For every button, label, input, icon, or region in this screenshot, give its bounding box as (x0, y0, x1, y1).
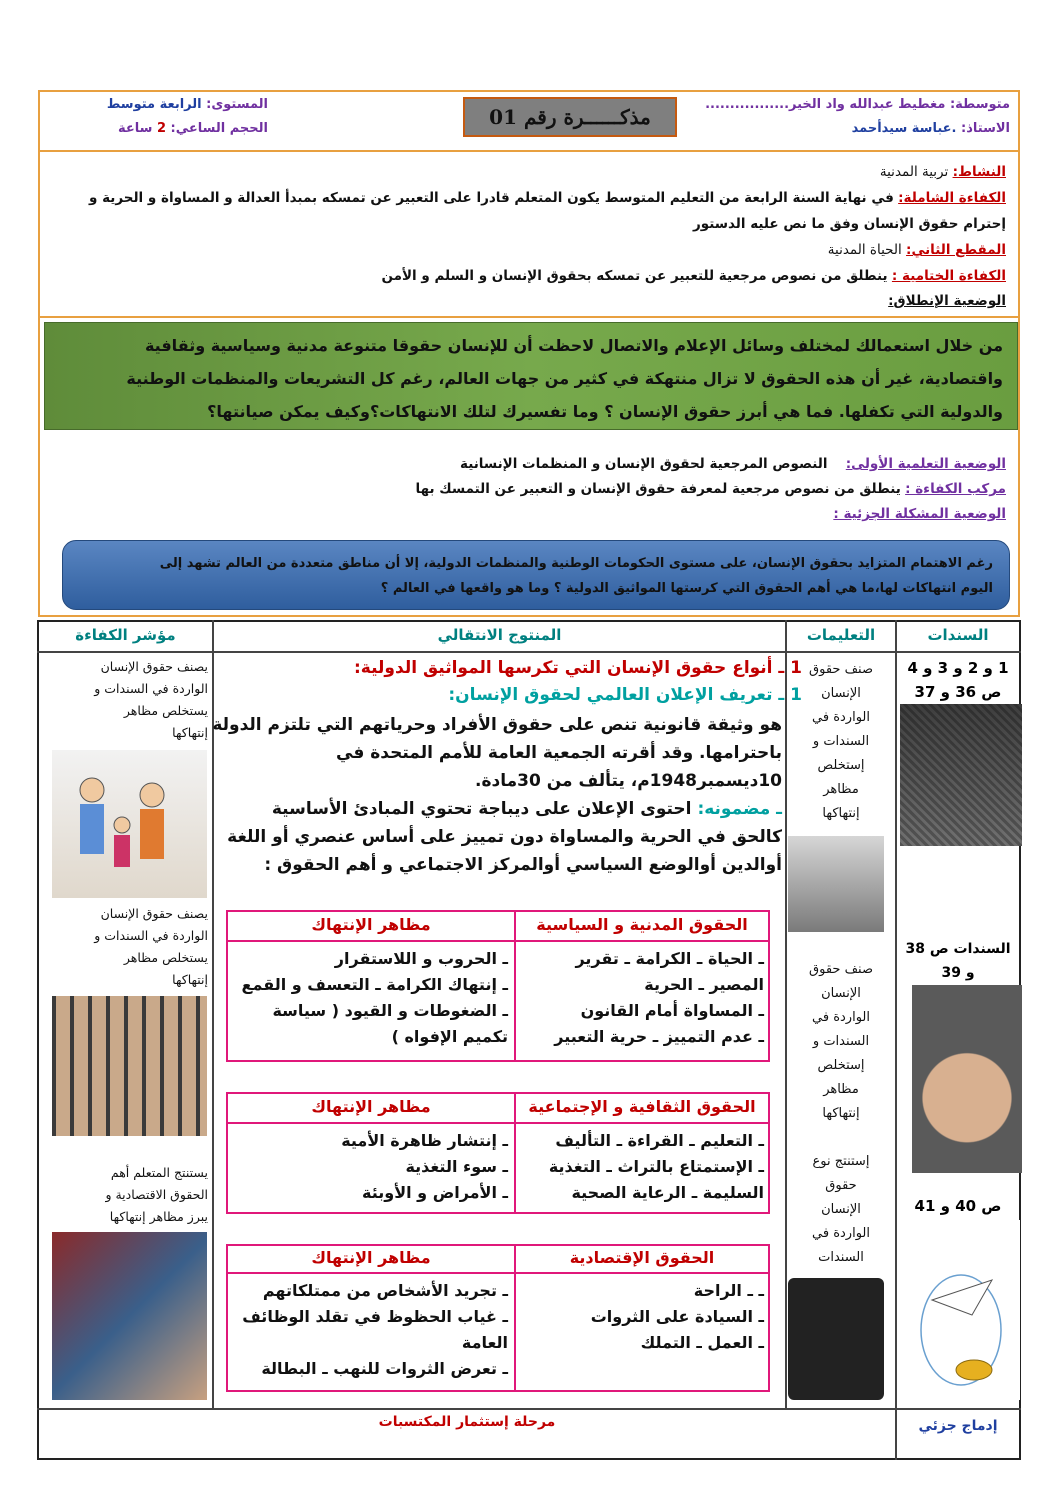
partial-integration-label: إدماج جزئي (918, 1418, 998, 1434)
instructions-block-1: صنف حقوق الإنسان الواردة في السندات و إستخلص مظاهر إنتهاكها (809, 662, 873, 821)
rights-table-economic-header-line (226, 1272, 770, 1274)
rights-table-cultural-header-line (226, 1122, 770, 1124)
human-rights-logo-image (788, 1278, 884, 1400)
economic-violation-list: ـ تجريد الأشخاص من ممتلكاتهم ـ غياب الحظوظ في تقلد الوظائف العامة ـ تعرض الثروات للنهب ـ البطالة (242, 1281, 508, 1378)
header-row-divider (37, 651, 1021, 653)
economic-violation-header: مظاهر الإنتهاك (311, 1248, 431, 1267)
teacher-label: الاستاذ: (961, 121, 1010, 136)
content-line-2: كالحق في الحرية والمساواة دون تمييز على أساس عنصري أو اللغة (227, 827, 782, 847)
segment-label: المقطع الثاني: (906, 242, 1006, 258)
first-situation-label: الوضعية التعلمية الأولى: (845, 456, 1006, 472)
investment-phase-label: مرحلة إستثمار المكتسبات (378, 1414, 556, 1430)
definition-line-3: 10ديسمبر1948م، يتألف من 30مادة. (475, 771, 782, 791)
col-divider-footer (895, 1408, 897, 1460)
school-label: متوسطة: (949, 97, 1010, 112)
indicator-block-1: يصنف حقوق الإنسان الواردة في السندات و يستخلص مظاهر إنتهاكها (94, 659, 208, 740)
partial-problem-box (62, 540, 1010, 610)
segment-line (828, 238, 1006, 262)
header-divider (38, 150, 1020, 152)
economic-rights-header: الحقوق الإقتصادية (569, 1248, 715, 1267)
first-situation-value: النصوص المرجعية لحقوق الإنسان و المنظمات الإنسانية (460, 456, 828, 472)
handcuffed-hands-image (912, 985, 1022, 1173)
civil-violation-list: ـ الحروب و اللاستقرار ـ إنتهاك الكرامة ـ التعسف و القمع ـ الضغوطات و القيود ( سياسة تكميم الإفواه ) (241, 949, 508, 1046)
cultural-rights-list: ـ التعليم ـ القراءة ـ التأليف ـ الإستمتاع بالتراث ـ التغذية السليمة ـ الرعاية الصحية (548, 1131, 764, 1202)
hours-line (118, 121, 268, 136)
school-value: مغطيط عبدالله واد الخير (789, 97, 946, 112)
indicator-block-2: يصنف حقوق الإنسان الواردة في السندات و يستخلص مظاهر إنتهاكها (94, 906, 208, 987)
header-indicator: مؤشر الكفاءة (75, 626, 176, 644)
blue-line-2: اليوم انتهاكات لها،ما هي أهم الحقوق التي كرستها المواثيق الدولية ؟ وما هو واقعها في العالم ؟ (380, 581, 993, 596)
sub-comp-label: مركب الكفاءة : (905, 481, 1006, 497)
content-line-1 (272, 796, 782, 822)
civil-rights-header: الحقوق المدنية و السياسية (536, 915, 748, 934)
activity-value: تربية المدنية (879, 164, 949, 180)
green-line-3: والدولية التي تكفلها. فما هي أبرز حقوق الإنسان ؟ وما تفسيرك لتلك الانتهاكات؟وكيف يمكن صيانتها؟ (207, 402, 1003, 421)
starting-situation-box (44, 322, 1018, 430)
activity-label: النشاط: (952, 164, 1006, 180)
caged-dove-cartoon-image (902, 1220, 1020, 1400)
hours-label: الحجم الساعي: (170, 121, 268, 136)
cultural-violation-header: مظاهر الإنتهاك (311, 1097, 431, 1116)
final-comp-label: الكفاءة الختامية : (891, 268, 1006, 284)
cultural-violation-list: ـ إنتشار ظاهرة الأمية ـ سوء التغذية ـ الأمراض و الأوبئة (341, 1131, 508, 1202)
sources-1-text (897, 656, 1019, 704)
economic-rights-list: ـ ـ الراحة ـ السيادة على الثروات ـ العمل ـ التملك (590, 1281, 764, 1352)
instructions-block-3: إستنتج نوع حقوق الإنسان الواردة في السندات (812, 1154, 870, 1265)
green-line-2: واقتصادية، غير أن هذه الحقوق لا تزال منتهكة في كثير من جهات العالم، رغم كل التشريعات والمنظمات الوطنية (126, 369, 1003, 388)
sources-3-text: ص 40 و 41 (914, 1197, 1002, 1215)
hours-value: 2 (156, 121, 166, 136)
school-line: متوسطة: مغطيط عبدالله واد الخير................. (705, 97, 1010, 112)
civil-rights-list: ـ الحياة ـ الكرامة ـ تقرير المصير ـ الحرية ـ المساواة أمام القانون ـ عدم التمييز ـ حرية التعبير (554, 949, 764, 1046)
sources-1-line-1: 1 و 2 و 3 و 4 (907, 659, 1009, 677)
crowd-behind-fence-image (900, 704, 1022, 846)
header-product: المنتوج الانتقالي (437, 626, 562, 644)
blue-line-1: رغم الاهتمام المتزايد بحقوق الإنسان، على مستوى الحكومات الوطنية والمنظمات الدولية، إلا أن مناطق متعددة من العالم تشهد إلى (159, 556, 993, 571)
family-cartoon-image (52, 750, 207, 898)
activity-line (880, 160, 1006, 184)
footer-row-divider (37, 1408, 1021, 1410)
sources-2-line-2: و 39 (941, 965, 975, 981)
indicator-block-3: يستنتج المتعلم أهم الحقوق الاقتصادية و يبرز مظاهر إنتهاكها (105, 1165, 208, 1224)
sources-2-line-1: السندات ص 38 (905, 941, 1011, 957)
segment-value: الحياة المدنية (827, 242, 902, 258)
content-label: ـ مضمونه: (697, 799, 782, 819)
raised-fist-handcuff-image (52, 1232, 207, 1400)
col-divider-sources (895, 620, 897, 1410)
instructions-block-2: صنف حقوق الإنسان الواردة في السندات و إستخلص مظاهر إنتهاكها (809, 962, 873, 1121)
memo-title: مذكــــــرة رقم 01 (463, 97, 677, 137)
green-line-1: من خلال استعمالك لمختلف وسائل الإعلام والاتصال لاحظت أن للإنسان حقوقا متنوعة مدنية وسياسية وثقافية (144, 336, 1003, 355)
definition-line-1: هو وثيقة قانونية تنص على حقوق الأفراد وحرياتهم التي تلتزم الدولة (212, 715, 782, 735)
prisoners-behind-bars-image (52, 996, 207, 1136)
final-comp-value: ينطلق من نصوص مرجعية للتعبير عن تمسكه بحقوق الإنسان و السلم و الأمن (381, 268, 888, 284)
sub-comp-value: ينطلق من نصوص مرجعية لمعرفة حقوق الإنسان و التعبير عن التمسك بها (415, 481, 901, 497)
level-value: الرابعة متوسط (106, 97, 202, 112)
comp-text-1: في نهاية السنة الرابعة من التعليم المتوسط يكون المتعلم قادرا على التعبير عن تمسكه بمبدأ العدالة و المساواة و الحرية و (89, 190, 894, 206)
start-situation-label: الوضعية الإنطلاق: (888, 293, 1006, 309)
sources-2-text (897, 937, 1019, 985)
teacher-value: .عباسة سيدأحمد (851, 121, 957, 136)
cultural-rights-header: الحقوق الثقافية و الإجتماعية (528, 1097, 756, 1116)
intro-divider (38, 316, 1020, 318)
comp-text-2: إحترام حقوق الإنسان وفق ما نص عليه الدستور (692, 216, 1006, 232)
sources-1-line-2: ص 36 و 37 (914, 683, 1002, 701)
level-line (107, 97, 268, 112)
rights-table-civil-header-line (226, 940, 770, 942)
police-arrest-image (788, 836, 884, 932)
teacher-line (852, 121, 1010, 136)
content-text-1: احتوى الإعلان على ديباجة تحتوي المبادئ الأساسية (271, 799, 692, 819)
comp-line-1 (89, 186, 1006, 210)
header-instructions: التعليمات (806, 626, 876, 644)
hours-unit: ساعة (117, 121, 153, 136)
header-sources: السندات (927, 626, 989, 644)
sub-comp-line (416, 477, 1006, 501)
comp-label: الكفاءة الشاملة: (898, 190, 1006, 206)
section-title-2: 1 ـ تعريف الإعلان العالمي لحقوق الإنسان: (448, 685, 802, 705)
content-line-3: أوالدين أوالوضع السياسي أوالمركز الاجتماعي و أهم الحقوق : (264, 855, 782, 875)
partial-problem-label: الوضعية المشكلة الجزئية : (833, 506, 1006, 522)
first-situation-line (460, 452, 1006, 476)
col-divider-product (212, 620, 214, 1410)
final-comp-line (381, 264, 1006, 288)
level-label: المستوى: (206, 97, 268, 112)
definition-line-2: باحترامها. وقد أقرته الجمعية العامة للأمم المتحدة في (336, 743, 782, 763)
section-title-1: 1 ـ أنواع حقوق الإنسان التي تكرسها المواثيق الدولية: (354, 658, 802, 678)
civil-violation-header: مظاهر الإنتهاك (311, 915, 431, 934)
